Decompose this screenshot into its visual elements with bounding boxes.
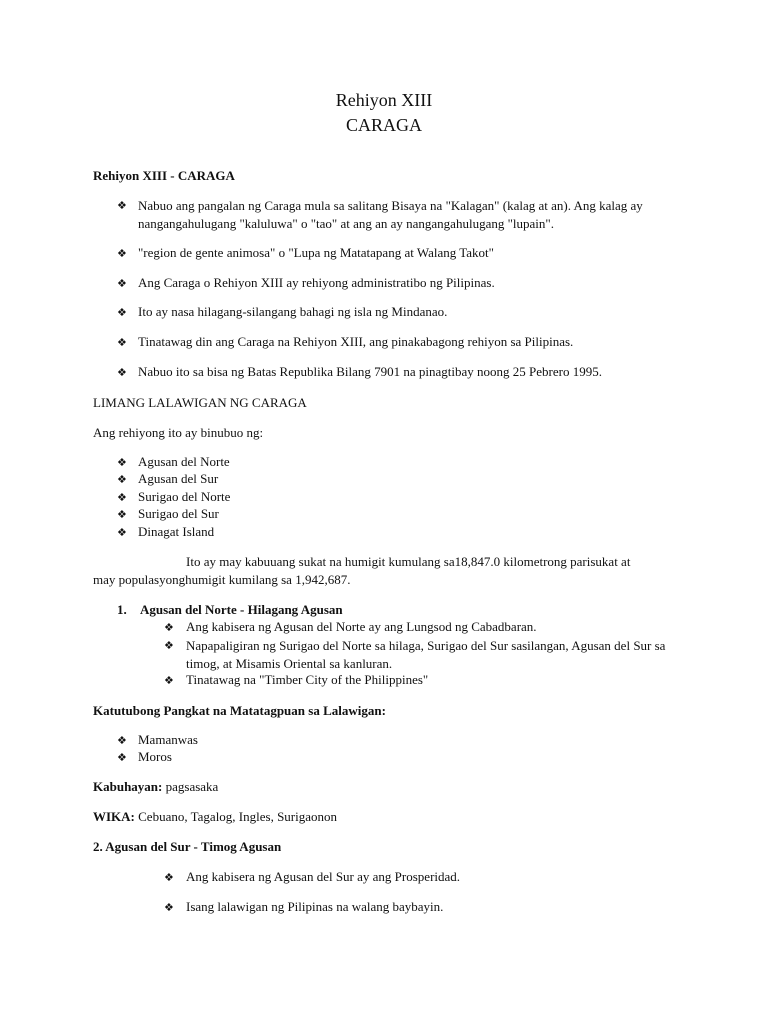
- page-subtitle: CARAGA: [345, 115, 422, 135]
- list-item: "region de gente animosa" o "Lupa ng Matatapang at Walang Takot": [138, 245, 494, 260]
- diamond-bullet-icon: ❖: [117, 277, 127, 290]
- province-item: Surigao del Norte: [138, 489, 231, 504]
- diamond-bullet-icon: ❖: [117, 456, 127, 469]
- section-heading-agusan-sur: 2. Agusan del Sur - Timog Agusan: [93, 839, 282, 854]
- list-item: Napapaligiran ng Surigao del Norte sa hilaga, Surigao del Sur sasilangan, Agusan del Sur sa timog, at Misamis Oriental sa kanluran.: [186, 638, 666, 671]
- list-item: Ang Caraga o Rehiyon XIII ay rehiyong administratibo ng Pilipinas.: [138, 275, 495, 290]
- page-title: Rehiyon XIII: [335, 90, 433, 110]
- list-item: Nabuo ito sa bisa ng Batas Republika Bilang 7901 na pinagtibay noong 25 Pebrero 1995.: [138, 364, 602, 379]
- province-item: Dinagat Island: [138, 524, 215, 539]
- diamond-bullet-icon: ❖: [117, 366, 127, 379]
- diamond-bullet-icon: ❖: [117, 336, 127, 349]
- diamond-bullet-icon: ❖: [164, 871, 174, 884]
- diamond-bullet-icon: ❖: [117, 306, 127, 319]
- diamond-bullet-icon: ❖: [117, 247, 127, 260]
- list-item: Ang kabisera ng Agusan del Norte ay ang Lungsod ng Cabadbaran.: [186, 619, 537, 634]
- diamond-bullet-icon: ❖: [117, 199, 127, 212]
- kabuhayan-line: [93, 779, 218, 795]
- list-item: Ito ay nasa hilagang-silangang bahagi ng isla ng Mindanao.: [138, 304, 448, 319]
- wika-line: [93, 809, 337, 825]
- province-item: Agusan del Norte: [138, 454, 230, 469]
- diamond-bullet-icon: ❖: [117, 473, 127, 486]
- diamond-bullet-icon: ❖: [164, 621, 174, 634]
- diamond-bullet-icon: ❖: [164, 674, 174, 687]
- diamond-bullet-icon: ❖: [164, 639, 174, 652]
- list-item: Tinatawag din ang Caraga na Rehiyon XIII, ang pinakabagong rehiyon sa Pilipinas.: [138, 334, 574, 349]
- wika-value: Cebuano, Tagalog, Ingles, Surigaonon: [134, 809, 338, 824]
- diamond-bullet-icon: ❖: [117, 734, 127, 747]
- list-item: Moros: [138, 749, 172, 764]
- list-item: Mamanwas: [138, 732, 198, 747]
- list-item: Tinatawag na "Timber City of the Philippines": [186, 672, 429, 687]
- diamond-bullet-icon: ❖: [117, 491, 127, 504]
- province-item: Surigao del Sur: [138, 506, 219, 521]
- section-heading-katutubo: Katutubong Pangkat na Matatagpuan sa Lalawigan:: [93, 703, 386, 718]
- list-item: Nabuo ang pangalan ng Caraga mula sa salitang Bisaya na "Kalagan" (kalag at an). Ang kalag ay nangangahulugang "kaluluwa" o "tao" at ang an ay nangangahulugang "lupain".: [138, 198, 643, 231]
- intro-text: Ang rehiyong ito ay binubuo ng:: [93, 425, 264, 440]
- area-paragraph-line2: may populasyonghumigit kumilang sa 1,942,687.: [93, 572, 351, 587]
- kabuhayan-label: Kabuhayan:: [93, 779, 163, 794]
- list-number: 1.: [117, 602, 127, 617]
- diamond-bullet-icon: ❖: [117, 508, 127, 521]
- kabuhayan-value: pagsasaka: [162, 779, 219, 794]
- diamond-bullet-icon: ❖: [117, 526, 127, 539]
- section-heading-provinces: LIMANG LALAWIGAN NG CARAGA: [93, 395, 307, 410]
- list-item: Isang lalawigan ng Pilipinas na walang baybayin.: [186, 899, 444, 914]
- diamond-bullet-icon: ❖: [117, 751, 127, 764]
- section-heading-agusan-norte: Agusan del Norte - Hilagang Agusan: [140, 602, 343, 617]
- wika-label: WIKA:: [93, 809, 135, 824]
- province-item: Agusan del Sur: [138, 471, 219, 486]
- section-heading-caraga: Rehiyon XIII - CARAGA: [93, 168, 235, 183]
- list-item: Ang kabisera ng Agusan del Sur ay ang Prosperidad.: [186, 869, 461, 884]
- diamond-bullet-icon: ❖: [164, 901, 174, 914]
- area-paragraph-line1: Ito ay may kabuuang sukat na humigit kumulang sa18,847.0 kilometrong parisukat at: [186, 554, 631, 569]
